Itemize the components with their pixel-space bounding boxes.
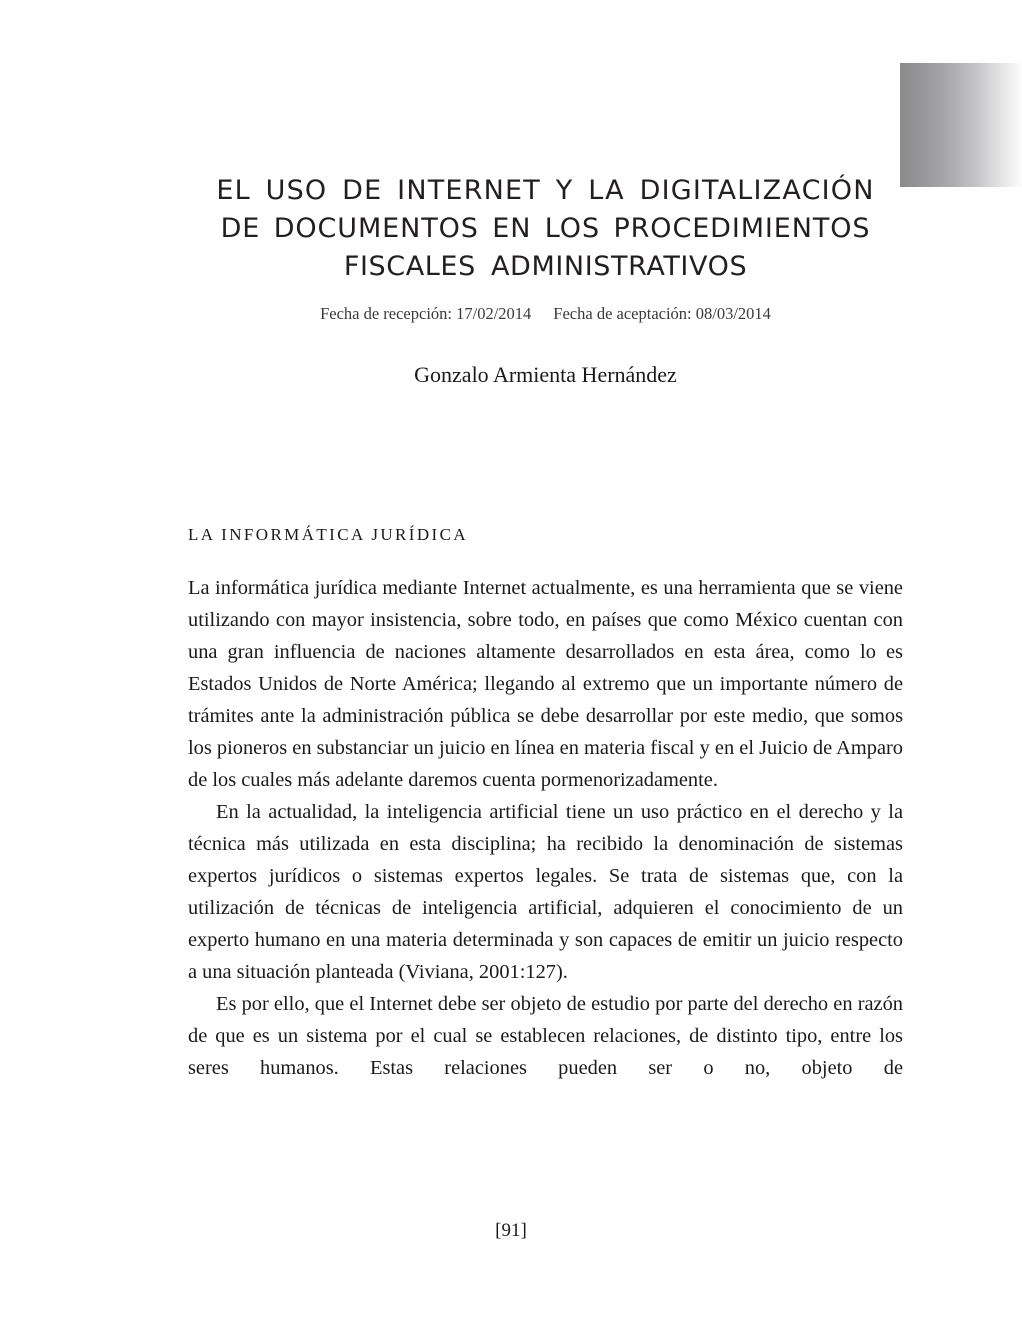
thumb-index-tab [900, 63, 1022, 187]
author-name: Gonzalo Armienta Hernández [414, 362, 677, 387]
title-line-3: FISCALES ADMINISTRATIVOS [343, 251, 748, 282]
reception-date: Fecha de recepción: 17/02/2014 [320, 304, 532, 323]
publication-dates [188, 286, 903, 325]
article-content [188, 0, 903, 1116]
body-paragraph-2: En la actualidad, la inteligencia artificial tiene un uso práctico en el derecho y la técnica más utilizada en esta disciplina; ha recibido la denominación de sistemas expertos jurídicos o sistemas expertos legales. Se trata de sistemas que, con la utilización de técnicas de inteligencia artificial, adquieren el conocimiento de un experto humano en una materia determinada y son capaces de emitir un juicio respecto a una situación planteada (Viviana, 2001:127). [188, 801, 903, 983]
page-title [188, 0, 903, 286]
body-paragraph-1: La informática jurídica mediante Internet actualmente, es una herramienta que se viene utilizando con mayor insistencia, sobre todo, en países que como México cuentan con una gran influencia de naciones altamente desarrollados en esta área, como lo es Estados Unidos de Norte América; llegando al extremo que un importante número de trámites ante la administración pública se debe desarrollar por este medio, que somos los pioneros en substanciar un juicio en línea en materia fiscal y en el Juicio de Amparo de los cuales más adelante daremos cuenta pormenorizadamente. [188, 577, 903, 791]
acceptance-date: Fecha de aceptación: 08/03/2014 [553, 304, 771, 323]
section-heading: LA INFORMÁTICA JURÍDICA [188, 525, 468, 544]
title-line-2: DE DOCUMENTOS EN LOS PROCEDIMIENTOS [220, 213, 871, 244]
body-paragraph-3: Es por ello, que el Internet debe ser objeto de estudio por parte del derecho en razón de que es un sistema por el cual se establecen relaciones, de distinto tipo, entre los seres humanos. Estas relaciones pueden ser o no, objeto de [188, 993, 903, 1079]
page-number: [91] [495, 1220, 527, 1241]
title-line-1: EL USO DE INTERNET Y LA DIGITALIZACIÓN [216, 175, 875, 206]
